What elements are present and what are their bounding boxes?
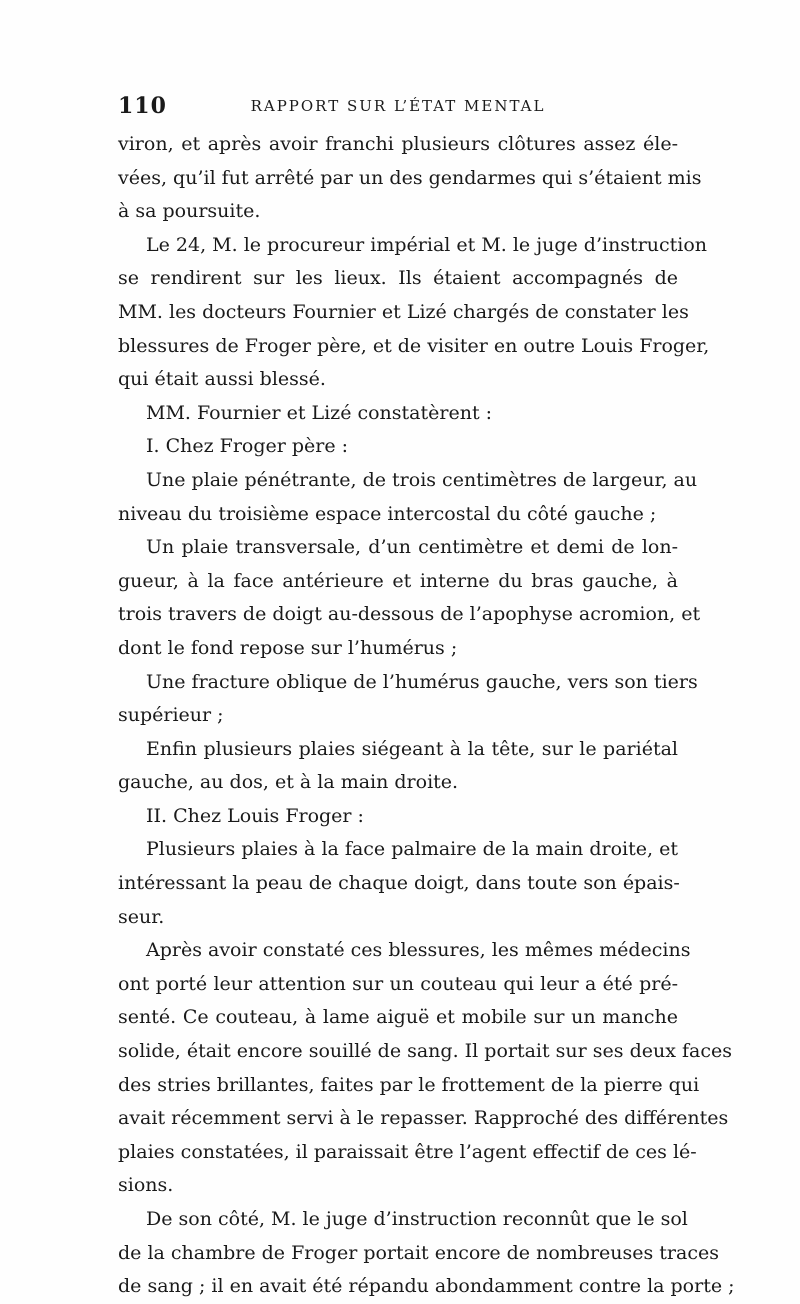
text-line: II. Chez Louis Froger : xyxy=(146,804,364,827)
text-line: qui était aussi blessé. xyxy=(118,368,326,391)
text-line: de la chambre de Froger portait encore de nombreuses traces xyxy=(118,1241,719,1264)
text-line: plaies constatées, il paraissait être l’agent effectif de ces lé- xyxy=(118,1140,697,1163)
text-line: gauche, au dos, et à la main droite. xyxy=(118,771,459,794)
text-line: vées, qu’il fut arrêté par un des gendarmes qui s’étaient mis xyxy=(118,166,702,189)
text-line: niveau du troisième espace intercostal du côté gauche ; xyxy=(118,502,657,525)
running-title: RAPPORT SUR L’ÉTAT MENTAL xyxy=(250,97,546,115)
text-line: gueur, à la face antérieure et interne du bras gauche, à xyxy=(118,569,678,592)
text-line: MM. Fournier et Lizé constatèrent : xyxy=(146,401,493,424)
text-line: supérieur ; xyxy=(118,704,224,727)
text-line: se rendirent sur les lieux. Ils étaient accompagnés de xyxy=(118,267,678,290)
text-line: Le 24, M. le procureur impérial et M. le juge d’instruction xyxy=(146,233,708,256)
text-line: Une plaie pénétrante, de trois centimètres de largeur, au xyxy=(146,468,698,491)
text-line: Enfin plusieurs plaies siégeant à la tête, sur le pariétal xyxy=(146,737,678,760)
text-line: solide, était encore souillé de sang. Il portait sur ses deux faces xyxy=(118,1040,732,1063)
body-text xyxy=(118,128,735,1304)
page-number: 110 xyxy=(118,93,167,119)
text-line: Plusieurs plaies à la face palmaire de la main droite, et xyxy=(146,838,678,861)
text-line: des stries brillantes, faites par le frottement de la pierre qui xyxy=(118,1073,700,1096)
text-line: viron, et après avoir franchi plusieurs clôtures assez éle- xyxy=(118,133,678,155)
text-line: sions. xyxy=(118,1174,174,1197)
page-header xyxy=(118,93,678,123)
text-line: Un plaie transversale, d’un centimètre et demi de lon- xyxy=(146,536,678,559)
text-line: De son côté, M. le juge d’instruction reconnût que le sol xyxy=(146,1208,688,1230)
text-line: avait récemment servi à le repasser. Rapproché des différentes xyxy=(118,1107,729,1130)
text-line: ont porté leur attention sur un couteau qui leur a été pré- xyxy=(118,972,678,995)
text-line: de sang ; il en avait été répandu abondamment contre la porte ; xyxy=(118,1275,735,1298)
text-line: dont le fond repose sur l’humérus ; xyxy=(118,636,458,659)
text-line: I. Chez Froger père : xyxy=(146,435,349,458)
text-line: trois travers de doigt au-dessous de l’apophyse acromion, et xyxy=(118,603,701,626)
text-line: intéressant la peau de chaque doigt, dans toute son épais- xyxy=(118,872,680,895)
text-line: MM. les docteurs Fournier et Lizé chargés de constater les xyxy=(118,300,689,323)
text-line: senté. Ce couteau, à lame aiguë et mobile sur un manche xyxy=(118,1006,678,1029)
text-line: à sa poursuite. xyxy=(118,200,261,223)
text-line: blessures de Froger père, et de visiter en outre Louis Froger, xyxy=(118,334,710,357)
text-line: Une fracture oblique de l’humérus gauche, vers son tiers xyxy=(146,670,698,693)
text-line: Après avoir constaté ces blessures, les mêmes médecins xyxy=(146,939,691,962)
text-line: seur. xyxy=(118,905,165,928)
